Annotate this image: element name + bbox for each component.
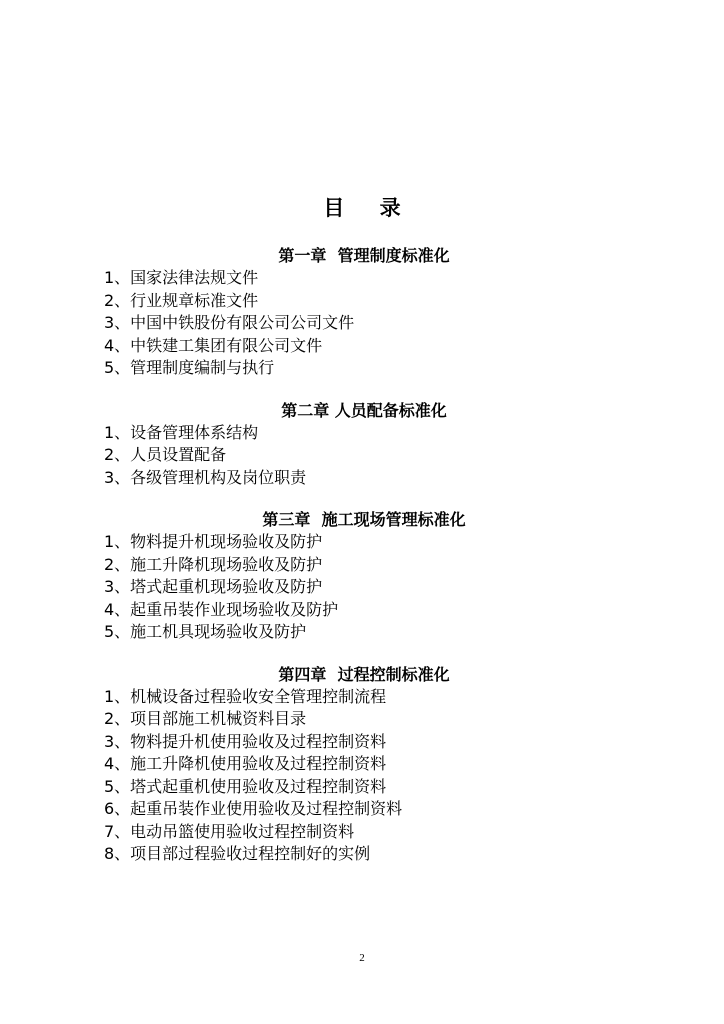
toc-item: 1、设备管理体系结构 — [104, 422, 259, 442]
toc-item: 2、项目部施工机械资料目录 — [104, 709, 307, 728]
chapter-heading: 第四章 过程控制标准化 — [278, 664, 450, 684]
toc-item: 3、各级管理机构及岗位职责 — [104, 467, 307, 487]
toc-item: 2、行业规章标准文件 — [104, 290, 259, 310]
chapter-heading: 第一章 管理制度标准化 — [278, 246, 450, 265]
toc-item: 5、塔式起重机使用验收及过程控制资料 — [104, 776, 387, 796]
chapter-1 — [104, 245, 624, 380]
toc-item: 4、施工升降机使用验收及过程控制资料 — [104, 754, 387, 773]
toc-item: 3、物料提升机使用验收及过程控制资料 — [104, 731, 387, 751]
toc-item: 1、国家法律法规文件 — [104, 268, 259, 287]
toc-item: 4、起重吊装作业现场验收及防护 — [104, 599, 339, 619]
chapter-heading: 第三章 施工现场管理标准化 — [262, 510, 466, 529]
toc-item: 2、人员设置配备 — [104, 445, 227, 464]
chapter-2 — [104, 400, 624, 490]
toc-item: 3、中国中铁股份有限公司公司文件 — [104, 313, 355, 332]
document-title: 目 录 — [323, 196, 415, 220]
toc-item: 1、机械设备过程验收安全管理控制流程 — [104, 686, 387, 706]
toc-item: 6、起重吊装作业使用验收及过程控制资料 — [104, 799, 403, 818]
toc-item: 8、项目部过程验收过程控制好的实例 — [104, 844, 371, 863]
toc-item: 7、电动吊篮使用验收过程控制资料 — [104, 821, 355, 841]
toc-item: 2、施工升降机现场验收及防护 — [104, 554, 323, 574]
toc-item: 5、管理制度编制与执行 — [104, 358, 275, 377]
chapter-4 — [104, 664, 624, 866]
toc-item: 1、物料提升机现场验收及防护 — [104, 532, 323, 551]
toc-item: 4、中铁建工集团有限公司文件 — [104, 335, 323, 355]
toc-item: 3、塔式起重机现场验收及防护 — [104, 577, 323, 596]
chapter-3 — [104, 509, 624, 644]
table-of-contents — [104, 245, 624, 886]
toc-item: 5、施工机具现场验收及防护 — [104, 622, 307, 641]
chapter-heading: 第二章 人员配备标准化 — [281, 400, 447, 420]
page-number: 2 — [359, 952, 365, 964]
